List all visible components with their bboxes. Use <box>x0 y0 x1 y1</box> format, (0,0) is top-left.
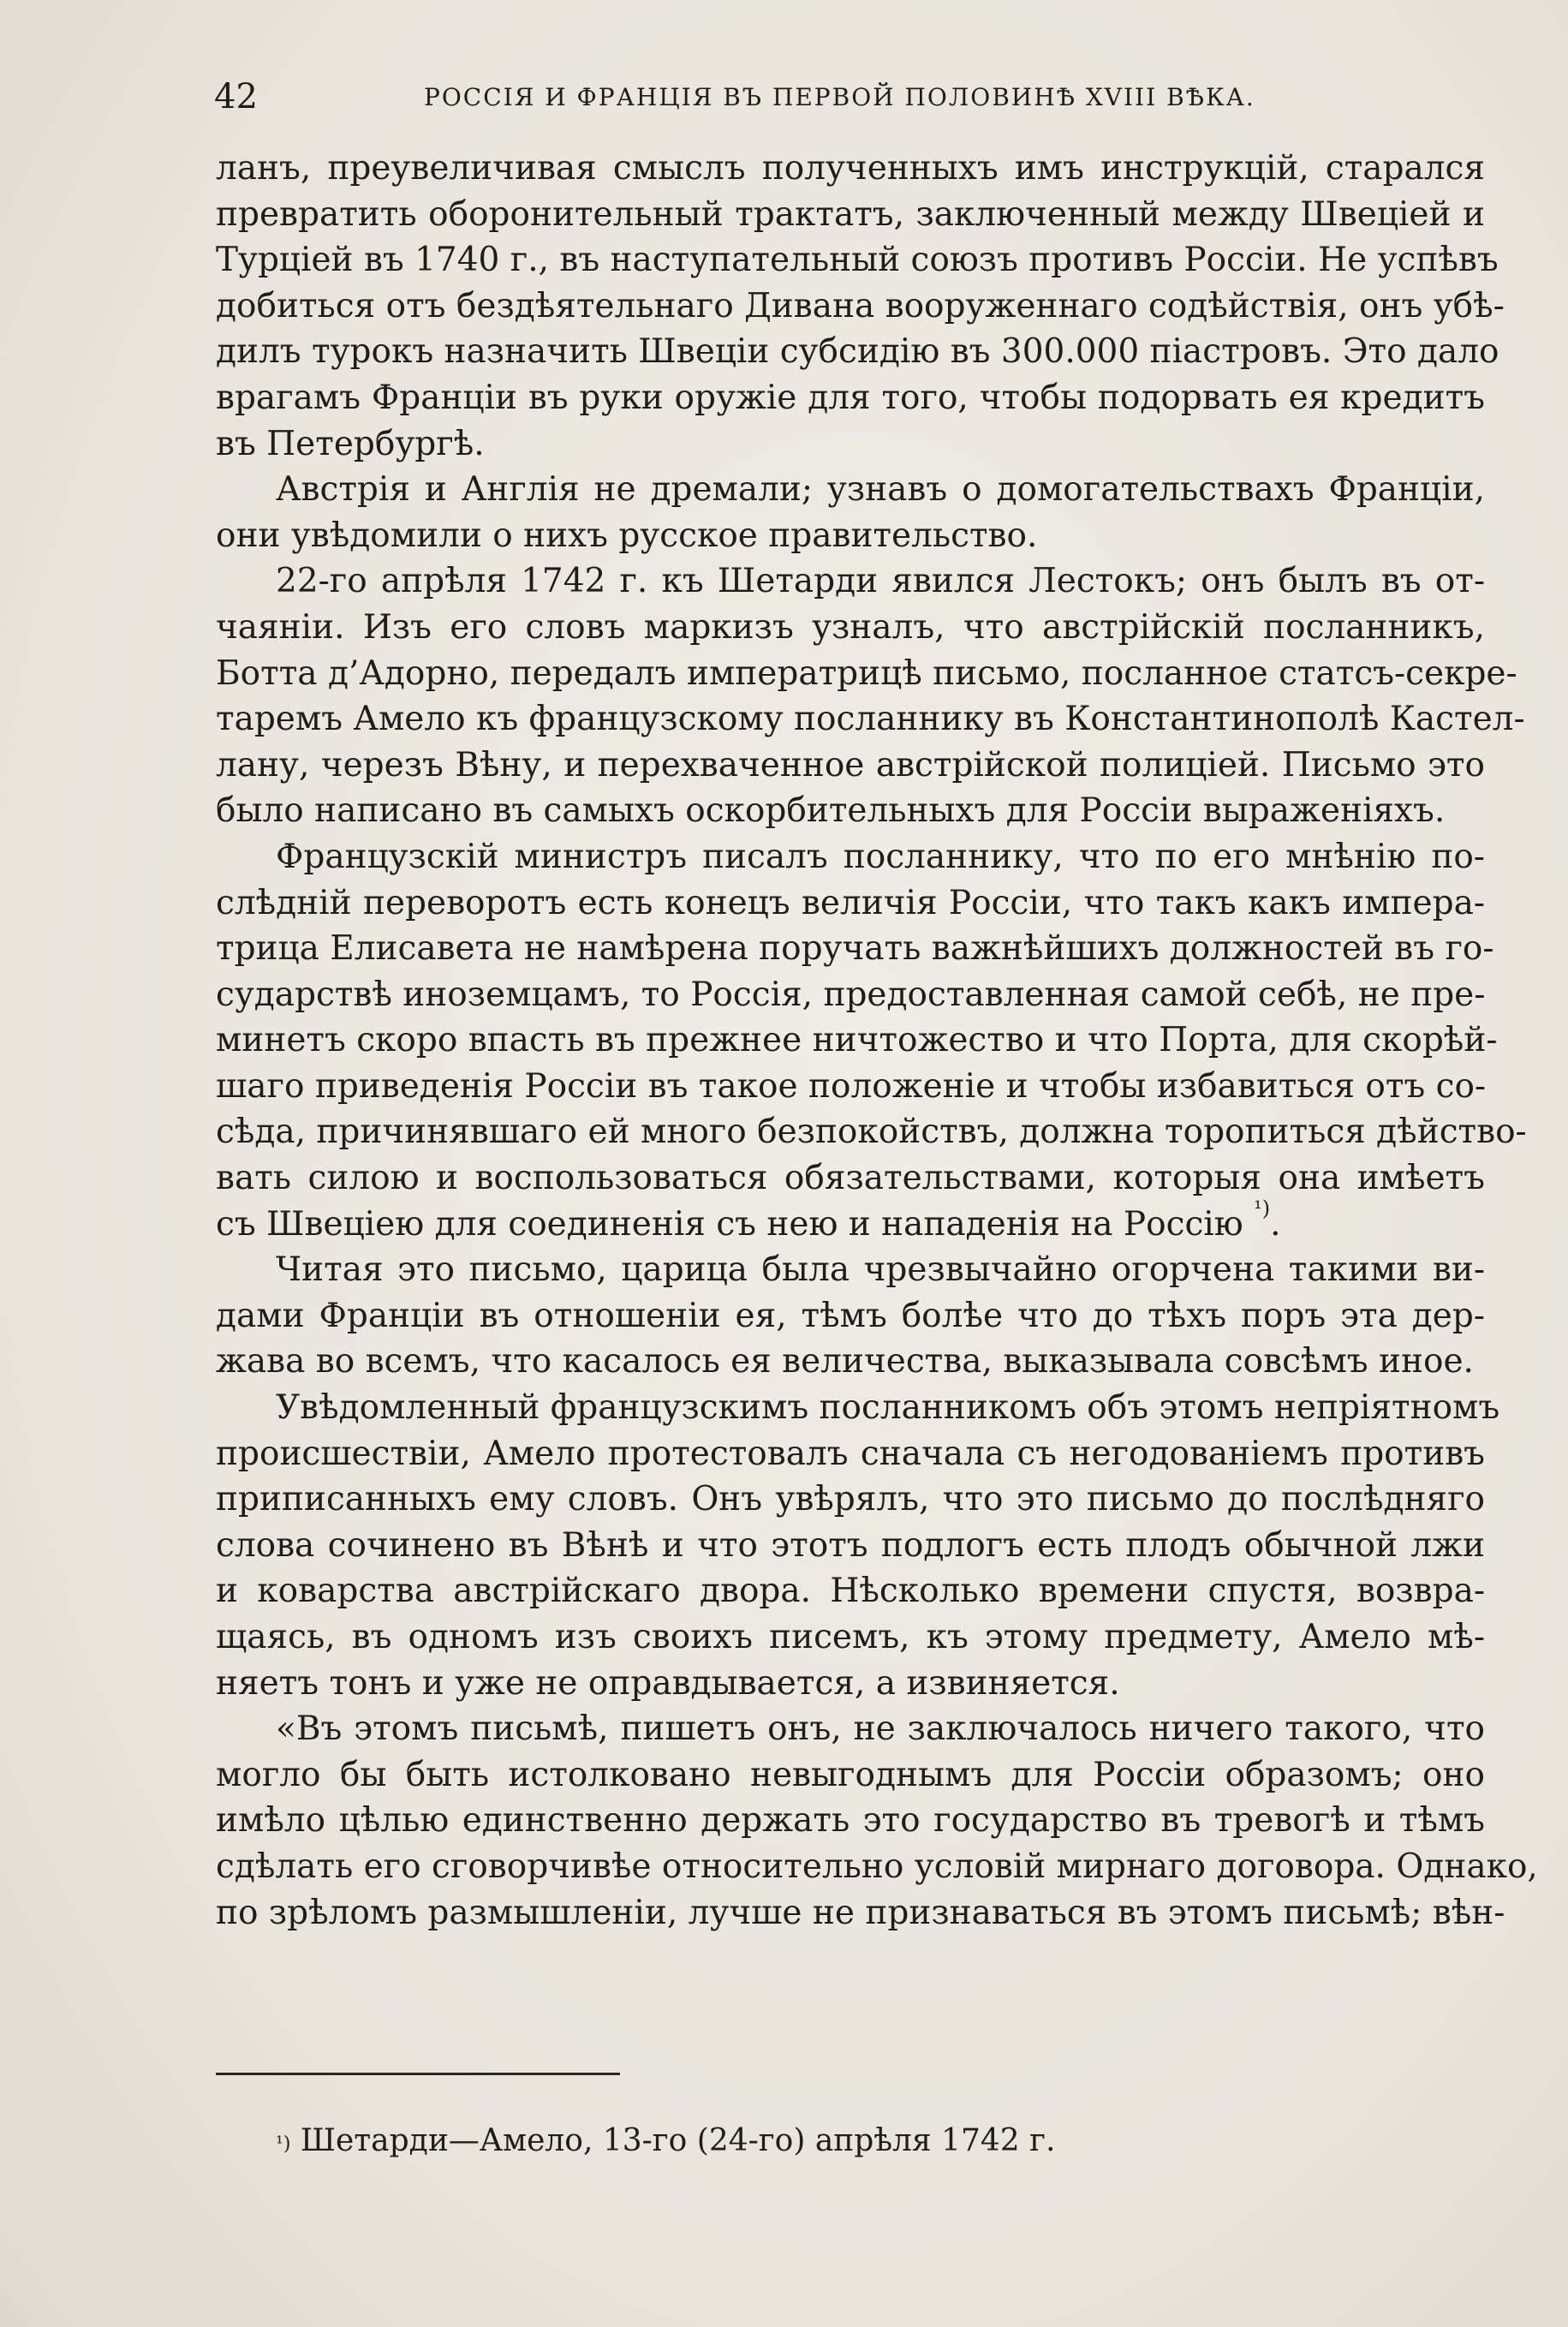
text-line-content: Увѣдомленный французскимъ посланникомъ объ этомъ непріятномъ <box>276 1388 1500 1428</box>
text-line-content: минетъ скоро впасть въ прежнее ничтожество и что Порта, для скорѣй- <box>216 1021 1498 1060</box>
text-line <box>216 1064 1485 1110</box>
page-header <box>214 75 1327 118</box>
paragraph <box>216 467 1485 558</box>
text-line <box>216 1247 1485 1293</box>
text-line-content: 22-го апрѣля 1742 г. къ Шетарди явился Лестокъ; онъ былъ въ от- <box>276 562 1485 601</box>
paragraph <box>216 1706 1538 1936</box>
footnote <box>276 2120 1055 2163</box>
text-line-content: лану, черезъ Вѣну, и перехваченное австрійской полиціей. Письмо это <box>216 745 1485 785</box>
text-line-content: съ Швеціею для соединенія съ нею и нападенія на Россію <box>216 1204 1243 1244</box>
text-line-content: щаясь, въ одномъ изъ своихъ писемъ, къ этому предмету, Амело мѣ- <box>216 1618 1485 1656</box>
text-line-content: слова сочинено въ Вѣнѣ и что этотъ подлогъ есть плодъ обычной лжи <box>216 1525 1485 1565</box>
text-line-content: слѣдній переворотъ есть конецъ величія Россіи, что такъ какъ импера- <box>216 883 1485 922</box>
text-line <box>216 880 1485 927</box>
paragraph <box>216 834 1527 1247</box>
text-line <box>216 1109 1527 1155</box>
text-line-content: превратить оборонительный трактатъ, заключенный между Швеціей и <box>216 194 1485 234</box>
text-line-content: имѣло цѣлью единственно держать это государство въ тревогѣ и тѣмъ <box>216 1801 1485 1841</box>
text-line-content: добиться отъ бездѣятельнаго Дивана вооруженнаго содѣйствія, онъ убѣ- <box>216 286 1505 325</box>
text-line-content: Французскій министръ писалъ посланнику, что по его мнѣнію по- <box>276 837 1485 876</box>
text-line <box>216 743 1485 789</box>
text-line <box>216 558 1485 605</box>
text-line <box>216 605 1485 651</box>
text-line <box>216 1431 1485 1477</box>
text-line <box>216 788 1485 834</box>
text-line-content: дилъ турокъ назначить Швеціи субсидію въ 300.000 піастровъ. Это дало <box>216 332 1499 372</box>
text-line-content: сдѣлать его сговорчивѣе относительно условій мирнаго договора. Однако, <box>216 1847 1538 1886</box>
footnote-reference: ¹) <box>1254 1196 1271 1220</box>
text-line-content: Читая это письмо, царица была чрезвычайно огорчена такими ви- <box>276 1250 1485 1290</box>
text-line <box>216 375 1485 421</box>
text-line-content: Ботта д’Адорно, передалъ императрицѣ письмо, посланное статсъ-секре- <box>216 653 1517 693</box>
text-line <box>216 1477 1485 1523</box>
text-line-content: въ Петербургѣ. <box>216 424 485 463</box>
text-line-content: по зрѣломъ размышленіи, лучше не признаваться въ этомъ письмѣ; вѣн- <box>216 1893 1505 1932</box>
text-line <box>216 1385 1500 1431</box>
text-line <box>216 1706 1485 1752</box>
text-line-content: происшествіи, Амело протестовалъ сначала съ негодованіемъ противъ <box>216 1434 1485 1473</box>
text-line-content: няетъ тонъ и уже не оправдывается, а извиняется. <box>216 1663 1120 1703</box>
text-line-content: сударствѣ иноземцамъ, то Россія, предоставленная самой себѣ, не пре- <box>216 975 1486 1014</box>
paragraph <box>216 1385 1500 1706</box>
text-line <box>216 1752 1485 1799</box>
footnote-marker: ¹) <box>276 2133 291 2155</box>
text-line <box>216 1568 1485 1614</box>
text-line <box>216 1844 1538 1890</box>
running-title: РОССІЯ И ФРАНЦІЯ ВЪ ПЕРВОЙ ПОЛОВИНѢ XVIII ВѢКА. <box>424 83 1255 111</box>
text-line <box>216 1523 1485 1569</box>
text-line <box>216 329 1499 375</box>
page-number: 42 <box>214 77 258 116</box>
text-line <box>216 696 1525 743</box>
text-line-content: Австрія и Англія не дремали; узнавъ о домогательствахъ Франціи, <box>276 470 1485 510</box>
text-line-content: таремъ Амело къ французскому посланнику въ Константинополѣ Кастел- <box>216 700 1525 739</box>
text-line <box>216 513 1485 559</box>
paragraph <box>216 558 1525 834</box>
text-line <box>216 926 1494 972</box>
text-line <box>216 1614 1485 1661</box>
text-line: съ Швеціею для соединенія съ нею и нападенія на Россію $^{^1)}$. <box>216 1196 1281 1244</box>
text-line-content: приписанныхъ ему словъ. Онъ увѣрялъ, что это письмо до послѣдняго <box>216 1480 1485 1519</box>
text-line-content: Турціей въ 1740 г., въ наступательный союзъ противъ Россіи. Не успѣвъ <box>216 241 1499 280</box>
text-line-content: они увѣдомили о нихъ русское правительство. <box>216 516 1038 555</box>
text-line-content: вать силою и воспользоваться обязательствами, которыя она имѣетъ <box>216 1159 1485 1198</box>
text-line-content: и коварства австрійскаго двора. Нѣсколько времени спустя, возвра- <box>216 1572 1485 1611</box>
text-line-content: чаяніи. Изъ его словъ маркизъ узналъ, что австрійскій посланникъ, <box>216 607 1485 647</box>
text-line <box>216 972 1485 1018</box>
paragraph <box>216 1247 1485 1385</box>
text-line-content: было написано въ самыхъ оскорбительныхъ для Россіи выраженіяхъ. <box>216 791 1446 831</box>
text-line <box>216 467 1485 513</box>
text-line <box>216 834 1485 880</box>
text-line-content: дами Франціи въ отношеніи ея, тѣмъ болѣе что до тѣхъ поръ эта дер- <box>216 1296 1485 1335</box>
text-line <box>216 651 1517 697</box>
text-line-content: жава во всемъ, что касалось ея величества, выказывала совсѣмъ иное. <box>216 1342 1474 1381</box>
text-line <box>216 283 1505 330</box>
text-line <box>216 421 1485 468</box>
text-line <box>216 237 1499 283</box>
text-line <box>216 146 1485 192</box>
text-line <box>216 192 1485 238</box>
text-line <box>216 1798 1485 1844</box>
text-line-content: «Въ этомъ письмѣ, пишетъ онъ, не заключалось ничего такого, что <box>276 1709 1485 1749</box>
text-line <box>216 1017 1498 1064</box>
footnote-text: Шетарди—Амело, 13-го (24-го) апрѣля 1742 г. <box>300 2123 1056 2158</box>
footnote-rule <box>216 2073 620 2075</box>
text-line <box>216 1661 1485 1707</box>
text-line <box>216 1293 1485 1340</box>
text-line-content: трица Елисавета не намѣрена поручать важнѣйшихъ должностей въ го- <box>216 929 1494 969</box>
text-line-content: шаго приведенія Россіи въ такое положеніе и чтобы избавиться отъ со- <box>216 1066 1487 1106</box>
text-line <box>216 1339 1485 1385</box>
text-line <box>216 1890 1505 1936</box>
text-line-content: сѣда, причинявшаго ей много безпокойствъ, должна торопиться дѣйство- <box>216 1113 1527 1152</box>
body-text <box>216 146 1538 1936</box>
text-line-content: могло бы быть истолковано невыгоднымъ для Россіи образомъ; оно <box>216 1755 1485 1794</box>
text-line <box>216 1155 1485 1202</box>
paragraph <box>216 146 1505 467</box>
text-line-content: ланъ, преувеличивая смыслъ полученныхъ имъ инструкцій, старался <box>216 149 1485 188</box>
text-line-content: врагамъ Франціи въ руки оружіе для того, чтобы подорвать ея кредитъ <box>216 378 1485 417</box>
